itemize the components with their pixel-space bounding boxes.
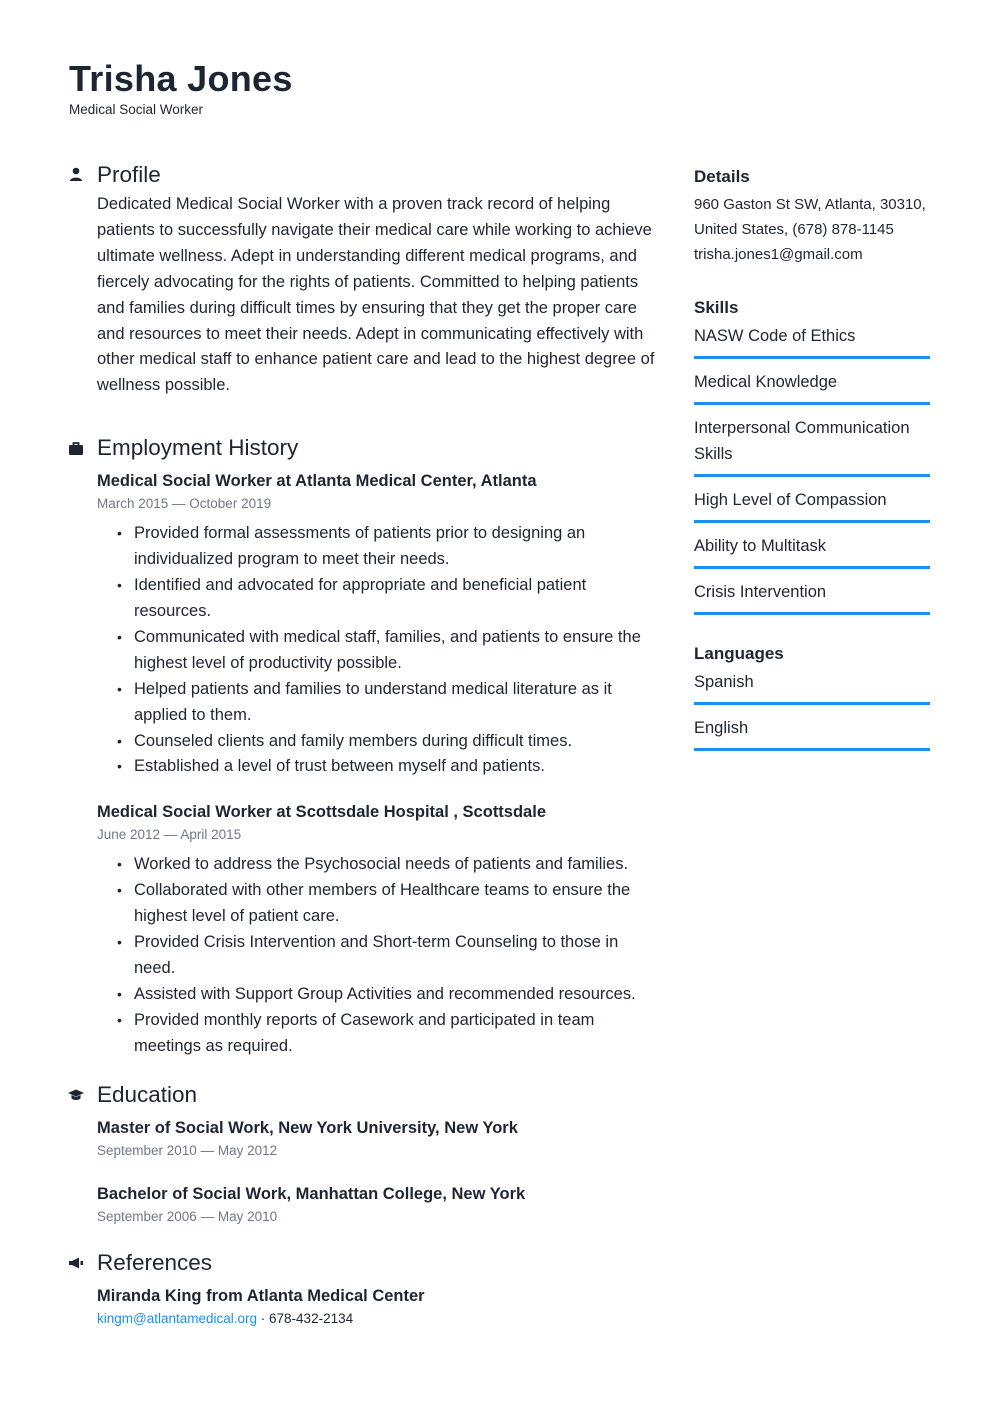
bullet-item: • Assisted with Support Group Activities and recommended resources. bbox=[115, 982, 657, 1008]
reference-phone: 678-432-2134 bbox=[269, 1310, 354, 1326]
main-column bbox=[97, 160, 657, 1364]
person-icon bbox=[67, 167, 85, 183]
graduation-cap-icon bbox=[67, 1087, 85, 1103]
job-bullets bbox=[97, 852, 657, 1059]
degree-dates: September 2010 — May 2012 bbox=[97, 1142, 278, 1158]
references-section bbox=[97, 1248, 657, 1330]
degree-dates: September 2006 — May 2010 bbox=[97, 1208, 278, 1224]
skill-item: Ability to Multitask bbox=[694, 533, 930, 569]
bullet-item: • Collaborated with other members of Healthcare teams to ensure the highest level of patient care. bbox=[115, 878, 657, 930]
reference-separator: · bbox=[257, 1310, 270, 1326]
education-entry bbox=[97, 1182, 657, 1228]
job-entry bbox=[97, 800, 657, 1059]
language-item: English bbox=[694, 715, 930, 751]
languages-heading: Languages bbox=[694, 644, 784, 663]
languages-section bbox=[694, 643, 930, 751]
profile-heading: Profile bbox=[97, 162, 161, 187]
references-heading: References bbox=[97, 1249, 213, 1275]
job-title: Medical Social Worker at Atlanta Medical Center, Atlanta bbox=[97, 472, 537, 491]
briefcase-icon bbox=[67, 440, 85, 456]
details-address: 960 Gaston St SW, Atlanta, 30310, United States, (678) 878-1145 bbox=[694, 196, 926, 238]
reference-entry bbox=[97, 1284, 657, 1330]
bullet-item: • Communicated with medical staff, families, and patients to ensure the highest level of productivity possible. bbox=[115, 625, 657, 677]
bullet-item: • Worked to address the Psychosocial needs of patients and families. bbox=[115, 852, 657, 878]
skill-item: Medical Knowledge bbox=[694, 369, 930, 405]
job-entry bbox=[97, 469, 657, 780]
job-title: Medical Social Worker at Scottsdale Hospital , Scottsdale bbox=[97, 803, 546, 822]
job-dates: June 2012 — April 2015 bbox=[97, 827, 242, 843]
skill-item: High Level of Compassion bbox=[694, 487, 930, 523]
bullet-item: • Provided Crisis Intervention and Short-term Counseling to those in need. bbox=[115, 930, 657, 982]
reference-name: Miranda King from Atlanta Medical Center bbox=[97, 1286, 425, 1305]
bullet-item: • Provided monthly reports of Casework and participated in team meetings as required. bbox=[115, 1008, 657, 1060]
skill-item: Interpersonal Communication Skills bbox=[694, 415, 930, 477]
skill-item: Crisis Intervention bbox=[694, 579, 930, 615]
education-heading: Education bbox=[97, 1081, 198, 1107]
candidate-name: Trisha Jones bbox=[69, 58, 293, 99]
sidebar-column bbox=[694, 166, 930, 783]
degree-title: Bachelor of Social Work, Manhattan College, New York bbox=[97, 1184, 526, 1203]
details-heading: Details bbox=[694, 167, 750, 186]
language-item: Spanish bbox=[694, 669, 930, 705]
profile-section bbox=[97, 160, 657, 399]
skills-section bbox=[694, 297, 930, 615]
employment-heading: Employment History bbox=[97, 435, 299, 461]
degree-title: Master of Social Work, New York University, New York bbox=[97, 1118, 518, 1137]
details-email-link[interactable]: trisha.jones1@gmail.com bbox=[694, 246, 863, 263]
bullet-item: • Identified and advocated for appropriate and beneficial patient resources. bbox=[115, 573, 657, 625]
reference-email-link[interactable]: kingm@atlantamedical.org bbox=[97, 1310, 258, 1326]
bullet-item: • Provided formal assessments of patients prior to designing an individualized program to meet their needs. bbox=[115, 521, 657, 573]
profile-text: Dedicated Medical Social Worker with a proven track record of helping patients to successfully navigate their medical care while working to achieve ultimate wellness. Adept in understanding different medical programs, and fiercely advocating for the rights of patients. Committed to helping patients and families during difficult times by ensuring that they get the proper care and resources to meet their needs. Adept in communicating effectively with other medical staff to enhance patient care and lead to the highest degree of wellness possible. bbox=[97, 195, 655, 395]
education-entry bbox=[97, 1116, 657, 1162]
employment-section bbox=[97, 433, 657, 1059]
skills-heading: Skills bbox=[694, 298, 739, 317]
job-bullets bbox=[97, 521, 657, 780]
education-section bbox=[97, 1080, 657, 1228]
skill-item: NASW Code of Ethics bbox=[694, 323, 930, 359]
bullet-item: • Counseled clients and family members during difficult times. bbox=[115, 729, 657, 755]
candidate-job-title: Medical Social Worker bbox=[69, 102, 204, 117]
bullet-item: • Established a level of trust between myself and patients. bbox=[115, 754, 657, 780]
details-section bbox=[694, 166, 930, 267]
job-dates: March 2015 — October 2019 bbox=[97, 496, 272, 512]
megaphone-icon bbox=[67, 1255, 85, 1271]
bullet-item: • Helped patients and families to understand medical literature as it applied to them. bbox=[115, 677, 657, 729]
